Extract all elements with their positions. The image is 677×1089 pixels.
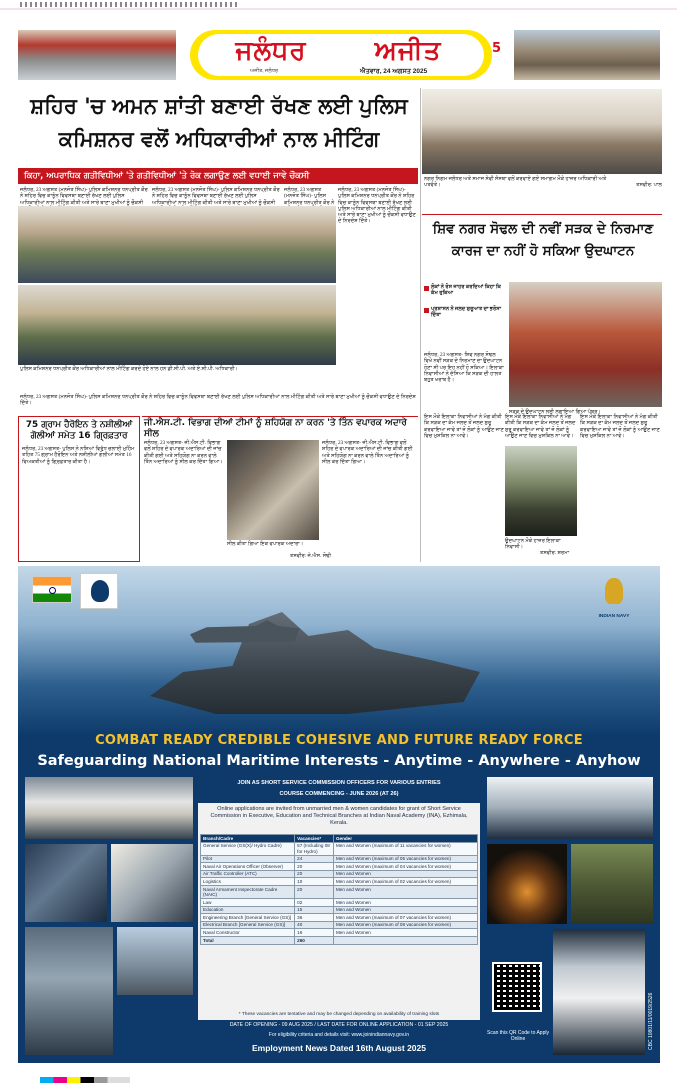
right-body-col1: ਇਸ ਮੌਕੇ ਇਲਾਕਾ ਨਿਵਾਸੀਆਂ ਨੇ ਮੰਗ ਕੀਤੀ ਕਿ ਸੜਕ ਦਾ ਕੰਮ ਜਲਦ ਤੋਂ ਜਲਦ ਸ਼ੁਰੂ ਕਰਵਾਇਆ ਜਾਵੇ ਤਾਂ ਜੋ ਲੋਕਾਂ ਨੂੰ ਆਉਣ ਜਾਣ ਵਿਚ ਮੁਸ਼ਕਿਲ ਨਾ ਆਵੇ। bbox=[424, 414, 504, 439]
lead-headline: ਸ਼ਹਿਰ 'ਚ ਅਮਨ ਸ਼ਾਂਤੀ ਬਣਾਈ ਰੱਖਣ ਲਈ ਪੁਲਿਸ ਕਮਿਸ਼ਨਰ ਵਲੋਂ ਅਧਿਕਾਰੀਆਂ ਨਾਲ ਮੀਟਿੰਗ bbox=[30, 94, 408, 151]
table-row bbox=[201, 898, 478, 906]
table-cell: Men and Women (maximum of 11 vacancies for women) bbox=[333, 842, 477, 855]
table-cell: Men and Women (maximum of 07 vacancies for women) bbox=[333, 914, 477, 922]
masthead-building-photo-right bbox=[514, 30, 660, 80]
event-photo-caption: ਨਗਰ ਨਿਗਮ ਜਲੰਧਰ ਅਤੇ ਸਮਾਜ ਸੇਵੀ ਸੰਸਥਾ ਵਲੋਂ ਕਰਵਾਏ ਗਏ ਸਮਾਗਮ ਮੌਕੇ ਹਾਜ਼ਰ ਅਧਿਕਾਰੀ ਅਤੇ ਪਤਵੰਤੇ। bbox=[424, 176, 607, 189]
lead-strap-text: ਕਿਹਾ, ਅਪਰਾਧਿਕ ਗਤੀਵਿਧੀਆਂ 'ਤੇ ਗਤੀਵਿਧੀਆਂ 'ਤੇ ਰੋਕ ਲਗਾਉਣ ਲਈ ਵਧਾਈ ਜਾਵੇ ਚੌਕਸੀ bbox=[24, 171, 310, 181]
table-cell: Men and Women (maximum of 08 vacancies for women) bbox=[333, 921, 477, 929]
table-cell: Electrical Branch [General Service (GS)] bbox=[201, 921, 295, 929]
ad-intro-text: Online applications are invited from unmarried men & women candidates for grant of Short Service Commission in Executive, Education and Technical Branches at Indian Naval Academy (INA), Ezhimala, Kerala. bbox=[210, 806, 468, 826]
drug-headline: 75 ਗ੍ਰਾਮ ਹੈਰੋਇਨ ਤੇ ਨਸ਼ੀਲੀਆਂ ਗੋਲੀਆਂ ਸਮੇਤ 16 ਗ੍ਰਿਫ਼ਤਾਰ bbox=[25, 420, 133, 441]
gst-headline-rule bbox=[142, 416, 418, 417]
ad-tagline-secondary: Safeguarding National Maritime Interests - Anytime - Anywhere - Anyhow bbox=[37, 753, 641, 769]
ad-india-flag-icon bbox=[32, 576, 72, 603]
table-cell: Men and Women bbox=[333, 906, 477, 914]
drug-body: ਜਲੰਧਰ, 23 ਅਗਸਤ- ਪੁਲਿਸ ਨੇ ਨਸ਼ਿਆਂ ਵਿਰੁੱਧ ਚਲਾਈ ਮੁਹਿੰਮ ਤਹਿਤ 75 ਗ੍ਰਾਮ ਹੈਰੋਇਨ ਅਤੇ ਨਸ਼ੀਲੀਆਂ ਗੋਲੀਆਂ ਸਮੇਤ 16 ਵਿਅਕਤੀਆਂ ਨੂੰ ਗ੍ਰਿਫ਼ਤਾਰ ਕੀਤਾ ਹੈ। bbox=[22, 446, 135, 465]
table-cell: Education bbox=[201, 906, 295, 914]
table-cell: 24 bbox=[295, 855, 334, 863]
table-cell: Logistics bbox=[201, 878, 295, 886]
event-photo-credit: ਤਸਵੀਰ: ਪਾਲ bbox=[636, 182, 662, 188]
table-cell: Engineering Branch [General Service (GS)] bbox=[201, 914, 295, 922]
masthead-building-photo-left bbox=[18, 30, 176, 80]
table-cell: 260 bbox=[295, 936, 334, 944]
ad-navy-label: INDIAN NAVY bbox=[598, 614, 630, 619]
ad-dates: DATE OF OPENING - 09 AUG 2025 / LAST DATE FOR ONLINE APPLICATION - 01 SEP 2025 bbox=[229, 1022, 449, 1028]
shiv-headline-rule bbox=[422, 214, 662, 215]
ad-photo-engine bbox=[24, 926, 114, 1056]
table-row bbox=[201, 855, 478, 863]
masthead-title-left: ਜਲੰਧਰ bbox=[235, 36, 307, 66]
table-row bbox=[201, 914, 478, 922]
right-photo-credit: ਤਸਵੀਰ: ਸ਼ਰਮਾ bbox=[540, 550, 570, 556]
table-cell: Men and Women (maximum of 05 vacancies for women) bbox=[333, 855, 477, 863]
table-cell: 20 bbox=[295, 870, 334, 878]
gst-photo-shop bbox=[227, 440, 319, 540]
right-body-col3: ਇਸ ਮੌਕੇ ਇਲਾਕਾ ਨਿਵਾਸੀਆਂ ਨੇ ਮੰਗ ਕੀਤੀ ਕਿ ਸੜਕ ਦਾ ਕੰਮ ਜਲਦ ਤੋਂ ਜਲਦ ਸ਼ੁਰੂ ਕਰਵਾਇਆ ਜਾਵੇ ਤਾਂ ਜੋ ਲੋਕਾਂ ਨੂੰ ਆਉਣ ਜਾਣ ਵਿਚ ਮੁਸ਼ਕਿਲ ਨਾ ਆਵੇ। bbox=[580, 414, 660, 439]
right-photo-caption: ਉਦਘਾਟਨ ਮੌਕੇ ਹਾਜ਼ਰ ਇਲਾਕਾ ਨਿਵਾਸੀ। bbox=[505, 538, 561, 551]
page-number: 5 bbox=[492, 41, 502, 56]
shiv-bullet-marker-2 bbox=[424, 308, 429, 313]
registration-bar-bottom bbox=[40, 1077, 130, 1083]
column-rule-1 bbox=[420, 88, 421, 562]
table-cell: 57 (Including 08 for Hydro) bbox=[295, 842, 334, 855]
table-row bbox=[201, 885, 478, 898]
ad-table-header-branch: Branch/Cadre bbox=[201, 835, 295, 843]
ad-table-header-gender: Gender bbox=[333, 835, 477, 843]
table-cell: General Service (GS(X)/ Hydro Cadre) bbox=[201, 842, 295, 855]
shiv-headline: ਸ਼ਿਵ ਨਗਰ ਸੋਢਲ ਦੀ ਨਵੀਂ ਸੜਕ ਦੇ ਨਿਰਮਾਣ ਕਾਰਜ ਦਾ ਨਹੀਂ ਹੋ ਸਕਿਆ ਉਦਘਾਟਨ bbox=[432, 221, 654, 259]
table-row bbox=[201, 842, 478, 855]
lead-body-col1: ਜਲੰਧਰ, 23 ਅਗਸਤ (ਮਨਜੋਤ ਸਿੰਘ)- ਪੁਲਿਸ ਕਮਿਸ਼ਨਰ ਧਨਪ੍ਰੀਤ ਕੌਰ ਨੇ ਸ਼ਹਿਰ ਵਿਚ ਕਾਨੂੰਨ ਵਿਵਸਥਾ ਬਣਾਈ ਰੱਖਣ ਲਈ ਪੁਲਿਸ ਅਧਿਕਾਰੀਆਂ ਨਾਲ ਮੀਟਿੰਗ ਕੀਤੀ ਅਤੇ ਸਾਰੇ ਥਾਣਾ ਮੁਖੀਆਂ ਨੂੰ ਚੌਕਸੀ bbox=[20, 187, 148, 206]
ad-join-line-2: COURSE COMMENCING - JUNE 2026 (AT 26) bbox=[279, 791, 399, 797]
ad-tagline-primary: COMBAT READY CREDIBLE COHESIVE AND FUTURE READY FORCE bbox=[95, 733, 583, 748]
table-cell: 10 bbox=[295, 878, 334, 886]
ad-photo-aircraft bbox=[116, 926, 194, 996]
right-body-col2: ਇਸ ਮੌਕੇ ਇਲਾਕਾ ਨਿਵਾਸੀਆਂ ਨੇ ਮੰਗ ਕੀਤੀ ਕਿ ਸੜਕ ਦਾ ਕੰਮ ਜਲਦ ਤੋਂ ਜਲਦ ਸ਼ੁਰੂ ਕਰਵਾਇਆ ਜਾਵੇ ਤਾਂ ਜੋ ਲੋਕਾਂ ਨੂੰ ਆਉਣ ਜਾਣ ਵਿਚ ਮੁਸ਼ਕਿਲ ਨਾ ਆਵੇ। bbox=[505, 414, 576, 439]
table-cell: Total bbox=[201, 936, 295, 944]
table-row bbox=[201, 906, 478, 914]
shiv-photo-caption: ਸੜਕ ਦੇ ਉਦਘਾਟਨ ਲਈ ਲਗਾਇਆ ਗਿਆ ਪੱਥਰ। bbox=[509, 409, 602, 415]
table-cell: Men and Women bbox=[333, 885, 477, 898]
table-cell: 36 bbox=[295, 914, 334, 922]
event-photo-top-right bbox=[422, 89, 662, 174]
lead-body-side-column: ਜਲੰਧਰ, 23 ਅਗਸਤ (ਮਨਜੋਤ ਸਿੰਘ)- ਪੁਲਿਸ ਕਮਿਸ਼ਨਰ ਧਨਪ੍ਰੀਤ ਕੌਰ ਨੇ ਸ਼ਹਿਰ ਵਿਚ ਕਾਨੂੰਨ ਵਿਵਸਥਾ ਬਣਾਈ ਰੱਖਣ ਲਈ ਪੁਲਿਸ ਅਧਿਕਾਰੀਆਂ ਨਾਲ ਮੀਟਿੰਗ ਕੀਤੀ ਅਤੇ ਸਾਰੇ ਥਾਣਾ ਮੁਖੀਆਂ ਨੂੰ ਚੌਕਸੀ ਵਧਾਉਣ ਦੇ ਨਿਰਦੇਸ਼ ਦਿੱਤੇ। bbox=[338, 187, 416, 225]
table-cell: Naval Air Operations Officer (Observer) bbox=[201, 863, 295, 871]
lead-body-continued: ਜਲੰਧਰ, 23 ਅਗਸਤ (ਮਨਜੋਤ ਸਿੰਘ)- ਪੁਲਿਸ ਕਮਿਸ਼ਨਰ ਧਨਪ੍ਰੀਤ ਕੌਰ ਨੇ ਸ਼ਹਿਰ ਵਿਚ ਕਾਨੂੰਨ ਵਿਵਸਥਾ ਬਣਾਈ ਰੱਖਣ ਲਈ ਪੁਲਿਸ ਅਧਿਕਾਰੀਆਂ ਨਾਲ ਮੀਟਿੰਗ ਕੀਤੀ ਅਤੇ ਸਾਰੇ ਥਾਣਾ ਮੁਖੀਆਂ ਨੂੰ ਚੌਕਸੀ ਵਧਾਉਣ ਦੇ ਨਿਰਦੇਸ਼ ਦਿੱਤੇ। bbox=[20, 394, 416, 407]
table-cell bbox=[333, 936, 477, 944]
table-cell: 02 bbox=[295, 898, 334, 906]
shiv-body-col1: ਜਲੰਧਰ, 23 ਅਗਸਤ- ਸ਼ਿਵ ਨਗਰ ਸੋਢਲ ਵਿਖੇ ਨਵੀਂ ਸੜਕ ਦੇ ਨਿਰਮਾਣ ਦਾ ਉਦਘਾਟਨ ਹੋਣਾ ਸੀ ਪਰ ਇਹ ਨਹੀਂ ਹੋ ਸਕਿਆ। ਇਲਾਕਾ ਨਿਵਾਸੀਆਂ ਨੇ ਦੱਸਿਆ ਕਿ ਸੜਕ ਦੀ ਹਾਲਤ ਬਹੁਤ ਖਰਾਬ ਹੈ। bbox=[424, 352, 504, 384]
ad-photo-bridge bbox=[552, 928, 646, 1056]
lead-photo-meeting-2 bbox=[18, 285, 336, 365]
ad-qr-code[interactable] bbox=[492, 962, 542, 1012]
ad-photo-officers bbox=[24, 776, 194, 840]
ad-website: For eligibility criteria and details visit: www.joinindiannavy.gov.in bbox=[268, 1032, 410, 1038]
ad-ref-number: CBC 10801/11/0019/2526 bbox=[648, 992, 654, 1050]
table-cell: Pilot bbox=[201, 855, 295, 863]
lead-photo-meeting-1 bbox=[18, 206, 336, 283]
table-cell: Naval Armament Inspectorate Cadre (NAIC) bbox=[201, 885, 295, 898]
lead-body-col3: ਜਲੰਧਰ, 23 ਅਗਸਤ (ਮਨਜੋਤ ਸਿੰਘ)- ਪੁਲਿਸ ਕਮਿਸ਼ਨਰ ਧਨਪ੍ਰੀਤ ਕੌਰ ਨੇ bbox=[284, 187, 335, 206]
ad-photo-cockpit bbox=[24, 843, 108, 923]
lead-body-col2: ਜਲੰਧਰ, 23 ਅਗਸਤ (ਮਨਜੋਤ ਸਿੰਘ)- ਪੁਲਿਸ ਕਮਿਸ਼ਨਰ ਧਨਪ੍ਰੀਤ ਕੌਰ ਨੇ ਸ਼ਹਿਰ ਵਿਚ ਕਾਨੂੰਨ ਵਿਵਸਥਾ ਬਣਾਈ ਰੱਖਣ ਲਈ ਪੁਲਿਸ ਅਧਿਕਾਰੀਆਂ ਨਾਲ ਮੀਟਿੰਗ ਕੀਤੀ ਅਤੇ ਸਾਰੇ ਥਾਣਾ ਮੁਖੀਆਂ ਨੂੰ ਚੌਕਸੀ bbox=[152, 187, 280, 206]
table-row bbox=[201, 878, 478, 886]
table-row bbox=[201, 921, 478, 929]
gst-body-col2: ਜਲੰਧਰ, 23 ਅਗਸਤ- ਜੀ.ਐਸ.ਟੀ. ਵਿਭਾਗ ਵਲੋਂ ਸ਼ਹਿਰ ਦੇ ਵਪਾਰਕ ਅਦਾਰਿਆਂ ਦੀ ਜਾਂਚ ਕੀਤੀ ਗਈ ਅਤੇ ਸਹਿਯੋਗ ਨਾ ਕਰਨ ਵਾਲੇ ਤਿੰਨ ਅਦਾਰਿਆਂ ਨੂੰ ਸੀਲ ਕਰ ਦਿੱਤਾ ਗਿਆ। bbox=[322, 440, 413, 465]
table-cell: 15 bbox=[295, 906, 334, 914]
table-cell: 16 bbox=[295, 929, 334, 937]
lead-photo-caption: ਪੁਲਿਸ ਕਮਿਸ਼ਨਰ ਧਨਪ੍ਰੀਤ ਕੌਰ ਅਧਿਕਾਰੀਆਂ ਨਾਲ ਮੀਟਿੰਗ ਕਰਦੇ ਹੋਏ ਨਾਲ ਹਨ ਡੀ.ਸੀ.ਪੀ. ਅਤੇ ਏ.ਸੀ.ਪੀ. ਅਧਿਕਾਰੀ। bbox=[20, 366, 239, 372]
masthead-subtitle: ਅਜੀਤ, ਜਲੰਧਰ bbox=[250, 68, 278, 74]
ad-table-header-vacancies: Vacancies* bbox=[295, 835, 334, 843]
ad-navy-crest-icon bbox=[80, 573, 118, 609]
shiv-bullet-marker-1 bbox=[424, 286, 429, 291]
table-row-total bbox=[201, 936, 478, 944]
masthead-title-right: ਅਜੀਤ bbox=[374, 36, 442, 66]
gst-headline: ਜੀ.ਐਸ.ਟੀ. ਵਿਭਾਗ ਦੀਆਂ ਟੀਮਾਂ ਨੂੰ ਸ਼ਹਿਯੋਗ ਨਾ ਕਰਨ 'ਤੇ ਤਿੰਨ ਵਪਾਰਕ ਅਦਾਰੇ ਸੀਲ bbox=[144, 418, 407, 439]
table-cell: Men and Women (maximum of 04 vacancies for women) bbox=[333, 863, 477, 871]
ad-note: * These vacancies are tentative and may be changed depending on availability of training slots bbox=[238, 1012, 440, 1017]
ad-photo-horse bbox=[486, 843, 568, 925]
ad-employment-news: Employment News Dated 16th August 2025 bbox=[252, 1043, 426, 1053]
table-cell: 20 bbox=[295, 863, 334, 871]
gst-photo-caption: ਸੀਲ ਕੀਤਾ ਗਿਆ ਇਕ ਵਪਾਰਕ ਅਦਾਰਾ। bbox=[227, 541, 304, 547]
gst-photo-credit: ਤਸਵੀਰ: ਜੇ.ਐਸ. ਸੋਢੀ bbox=[290, 553, 332, 559]
table-cell: Men and Women bbox=[333, 870, 477, 878]
ad-photo-workshop bbox=[110, 843, 194, 923]
table-cell: Naval Constructor bbox=[201, 929, 295, 937]
print-bleed-top bbox=[0, 8, 677, 10]
table-cell: Men and Women bbox=[333, 929, 477, 937]
table-row bbox=[201, 863, 478, 871]
gst-body-col1: ਜਲੰਧਰ, 23 ਅਗਸਤ- ਜੀ.ਐਸ.ਟੀ. ਵਿਭਾਗ ਵਲੋਂ ਸ਼ਹਿਰ ਦੇ ਵਪਾਰਕ ਅਦਾਰਿਆਂ ਦੀ ਜਾਂਚ ਕੀਤੀ ਗਈ ਅਤੇ ਸਹਿਯੋਗ ਨਾ ਕਰਨ ਵਾਲੇ ਤਿੰਨ ਅਦਾਰਿਆਂ ਨੂੰ ਸੀਲ ਕਰ ਦਿੱਤਾ ਗਿਆ। bbox=[144, 440, 223, 465]
table-row bbox=[201, 929, 478, 937]
shiv-bullet-1: ਲੋਕਾਂ ਨੇ ਰੋਸ ਜਾਹਰ ਕਰਦਿਆਂ ਕਿਹਾ ਕਿ ਕੰਮ ਰੁਕਿਆ bbox=[431, 284, 502, 297]
ad-vacancy-table bbox=[200, 834, 478, 945]
shiv-photo-foundation-stone bbox=[509, 282, 662, 407]
table-cell: Men and Women bbox=[333, 898, 477, 906]
table-cell: Law bbox=[201, 898, 295, 906]
ad-navy-emblem-icon bbox=[602, 578, 626, 612]
table-cell: 20 bbox=[295, 885, 334, 898]
table-row bbox=[201, 870, 478, 878]
right-photo-residents bbox=[505, 446, 577, 536]
print-slug-top bbox=[20, 2, 240, 7]
ad-photo-commando bbox=[570, 843, 654, 925]
table-cell: Air Traffic Controller (ATC) bbox=[201, 870, 295, 878]
table-cell: 40 bbox=[295, 921, 334, 929]
ad-qr-label: Scan this QR Code to Apply Online bbox=[487, 1030, 549, 1042]
ad-photo-medical bbox=[486, 776, 654, 840]
shiv-bullet-2: ਪ੍ਰਸ਼ਾਸਨ ਨੇ ਜਲਦ ਸ਼ੁਰੂਆਤ ਦਾ ਭਰੋਸਾ ਦਿੱਤਾ bbox=[431, 306, 502, 319]
table-cell: Men and Women (maximum of 02 vacancies for women) bbox=[333, 878, 477, 886]
ad-join-line-1: JOIN AS SHORT SERVICE COMMISSION OFFICERS FOR VARIOUS ENTRIES bbox=[237, 780, 441, 786]
masthead-date: ਐਤਵਾਰ, 24 ਅਗਸਤ 2025 bbox=[360, 68, 428, 75]
